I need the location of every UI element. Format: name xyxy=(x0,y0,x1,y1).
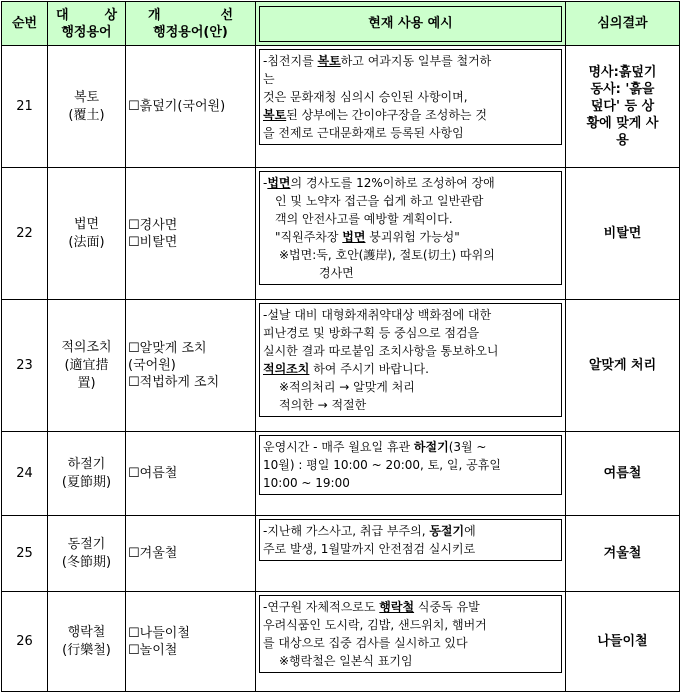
example-line: 피난경로 및 방화구획 등 중심으로 점검을 xyxy=(263,326,480,340)
target-term-hangul: 하절기 xyxy=(67,456,106,472)
target-term xyxy=(48,168,126,300)
usage-example-box xyxy=(259,595,562,673)
target-term-hangul: 적의조치 xyxy=(61,339,112,355)
header-target-right: 상 xyxy=(104,7,117,23)
example-line: ※행락철은 일본식 표기임 xyxy=(279,654,413,668)
target-term-hangul: 동절기 xyxy=(67,536,106,552)
target-term-hanja: (覆土) xyxy=(68,107,105,123)
usage-example xyxy=(256,168,566,300)
example-keyword: 법면 xyxy=(267,176,291,190)
target-term xyxy=(48,592,126,692)
example-keyword: 하절기 xyxy=(413,440,449,454)
example-line: 는 xyxy=(263,72,275,86)
improved-term-option: ☐경사면 xyxy=(128,217,178,233)
target-term-hanja: (冬節期) xyxy=(61,554,112,570)
target-term-hanja: (法面) xyxy=(68,234,105,250)
header-num: 순번 xyxy=(2,2,48,46)
header-example-label: 현재 사용 예시 xyxy=(259,6,562,42)
target-term xyxy=(48,432,126,516)
review-result xyxy=(566,300,680,432)
example-line: -법면의 경사도를 12%이하로 조성하여 장애 xyxy=(263,176,495,190)
table-row xyxy=(2,46,680,168)
example-line: 인 및 노약자 접근을 쉽게 하고 일반관람 xyxy=(275,194,484,208)
table-row xyxy=(2,516,680,592)
improved-term-option: ☐비탈면 xyxy=(128,234,178,250)
example-line: 경사면 xyxy=(319,266,354,280)
table-row xyxy=(2,592,680,692)
header-row xyxy=(2,2,680,46)
example-line: 실시한 결과 따로붙임 조치사항을 통보하오니 xyxy=(263,344,499,358)
target-term-hanja: (適宜措置) xyxy=(64,357,109,391)
review-result-line: 황에 맞게 사 xyxy=(586,116,659,131)
review-result xyxy=(566,592,680,692)
review-result-line: 용 xyxy=(616,133,629,148)
example-line: 주로 발생, 1월말까지 안전점검 실시키로 xyxy=(263,542,476,556)
usage-example-box xyxy=(259,49,562,145)
target-term xyxy=(48,300,126,432)
improved-terms xyxy=(126,46,256,168)
review-result-line: 알맞게 처리 xyxy=(588,358,657,373)
header-example xyxy=(256,2,566,46)
example-line: -연구원 자체적으로도 행락철 식중독 유발 xyxy=(263,600,480,614)
example-line: 을 전제로 근대문화재로 등록된 사항임 xyxy=(263,126,464,140)
example-line: 를 대상으로 집중 검사를 실시하고 있다 xyxy=(263,636,468,650)
target-term-hanja: (夏節期) xyxy=(61,474,112,490)
terms-table xyxy=(1,1,680,692)
target-term-hangul: 복토 xyxy=(73,89,100,105)
review-result-line: 비탈면 xyxy=(603,226,642,241)
row-number: 26 xyxy=(2,592,48,692)
example-keyword: 복토 xyxy=(317,54,341,68)
improved-term-option: ☐놀이철 xyxy=(128,642,178,658)
example-line: 10:00 ~ 19:00 xyxy=(263,476,350,490)
row-number: 23 xyxy=(2,300,48,432)
improved-terms xyxy=(126,168,256,300)
review-result-line: 겨울철 xyxy=(603,546,642,561)
example-line: ※적의처리 → 알맞게 처리 xyxy=(279,380,415,394)
table-row xyxy=(2,168,680,300)
usage-example-box xyxy=(259,519,562,561)
example-keyword: 법면 xyxy=(342,230,366,244)
improved-terms xyxy=(126,300,256,432)
review-result-line: 덮다' 등 상 xyxy=(590,99,655,114)
improved-term-option: ☐적법하게 조치 xyxy=(128,375,220,390)
improved-term-option: ☐여름철 xyxy=(128,466,178,481)
example-line: 운영시간 - 매주 월요일 휴관 하절기(3월 ~ xyxy=(263,440,487,454)
example-line: ※법면:둑, 호안(護岸), 절토(切土) 따위의 xyxy=(279,248,495,262)
improved-term-option: ☐알맞게 조치 xyxy=(128,341,207,356)
example-line: 10월) : 평일 10:00 ~ 20:00, 토, 일, 공휴일 xyxy=(263,458,501,472)
improved-term-option: (국어원) xyxy=(128,358,176,373)
target-term-hangul: 행락철 xyxy=(67,624,106,640)
improved-term-option: ☐나들이철 xyxy=(128,625,190,641)
example-line: 복토된 상부에는 간이야구장을 조성하는 것 xyxy=(263,108,487,122)
example-line: -설날 대비 대형화재취약대상 백화점에 대한 xyxy=(263,308,492,322)
header-improve xyxy=(126,2,256,46)
example-line: "직원주차장 법면 붕괴위험 가능성" xyxy=(275,230,460,244)
review-result xyxy=(566,46,680,168)
improved-terms xyxy=(126,432,256,516)
example-line: 것은 문화재청 심의시 승인된 사항이며, xyxy=(263,90,468,104)
table-row xyxy=(2,300,680,432)
header-result: 심의결과 xyxy=(566,2,680,46)
usage-example-box xyxy=(259,303,562,417)
review-result-line: 여름철 xyxy=(603,466,642,481)
example-line: 우려식품인 도시락, 김밥, 샌드위치, 햄버거 xyxy=(263,618,487,632)
example-line: 적의한 → 적절한 xyxy=(279,398,367,412)
table-row xyxy=(2,432,680,516)
improved-term-option: ☐흙덮기(국어원) xyxy=(128,99,226,114)
example-keyword: 적의조치 xyxy=(263,362,310,376)
header-target-left: 대 xyxy=(56,7,69,23)
usage-example xyxy=(256,592,566,692)
header-improve-bottom: 행정용어(안) xyxy=(153,24,228,40)
header-improve-right: 선 xyxy=(220,7,233,23)
target-term xyxy=(48,516,126,592)
row-number: 24 xyxy=(2,432,48,516)
improved-terms xyxy=(126,516,256,592)
example-line: -지난해 가스사고, 취급 부주의, 동절기에 xyxy=(263,524,476,538)
improved-term-option: ☐겨울철 xyxy=(128,546,178,561)
header-improve-left: 개 xyxy=(148,7,161,23)
usage-example xyxy=(256,432,566,516)
review-result-line: 명사:흙덮기 xyxy=(588,65,657,80)
example-line: -침전지를 복토하고 여과지동 일부를 철거하 xyxy=(263,54,492,68)
usage-example-box xyxy=(259,435,562,495)
review-result xyxy=(566,168,680,300)
target-term-hanja: (行樂철) xyxy=(62,642,111,658)
usage-example xyxy=(256,46,566,168)
review-result xyxy=(566,516,680,592)
usage-example xyxy=(256,300,566,432)
improved-terms xyxy=(126,592,256,692)
example-line: 적의조치 하여 주시기 바랍니다. xyxy=(263,362,429,376)
example-keyword: 복토 xyxy=(263,108,287,122)
example-keyword: 행락철 xyxy=(379,600,415,614)
row-number: 21 xyxy=(2,46,48,168)
header-target xyxy=(48,2,126,46)
review-result-line: 동사: '흙을 xyxy=(590,82,655,97)
review-result xyxy=(566,432,680,516)
target-term xyxy=(48,46,126,168)
example-line: 객의 안전사고를 예방할 계획이다. xyxy=(275,212,453,226)
usage-example-box xyxy=(259,171,562,285)
row-number: 22 xyxy=(2,168,48,300)
review-result-line: 나들이철 xyxy=(597,634,648,649)
header-target-bottom: 행정용어 xyxy=(61,24,112,40)
example-keyword: 동절기 xyxy=(429,524,465,538)
usage-example xyxy=(256,516,566,592)
target-term-hangul: 법면 xyxy=(73,216,100,232)
row-number: 25 xyxy=(2,516,48,592)
